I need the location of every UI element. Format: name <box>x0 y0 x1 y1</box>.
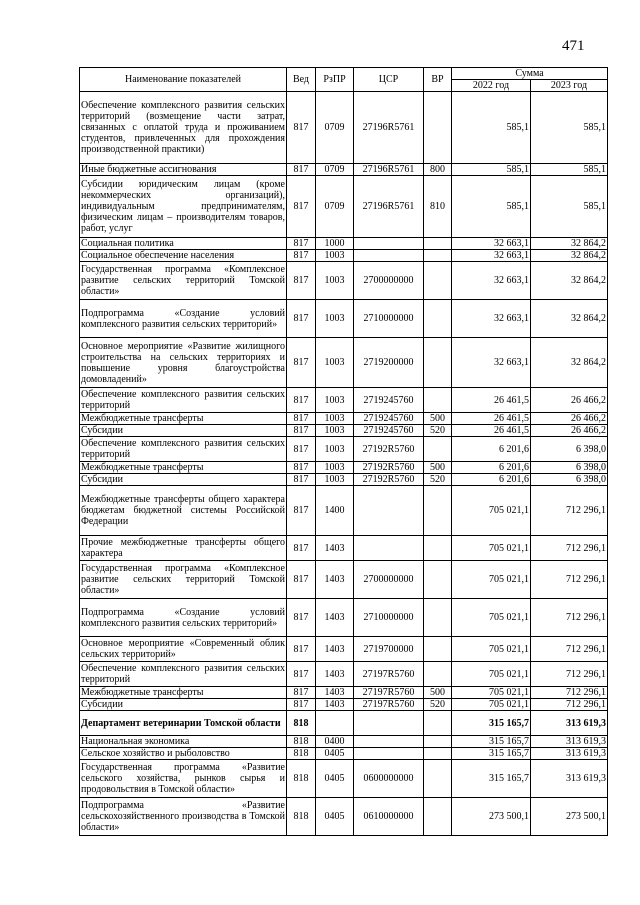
header-rzpr: РзПР <box>316 68 354 92</box>
header-csr: ЦСР <box>354 68 424 92</box>
table-row <box>80 462 608 474</box>
cell-vr <box>424 736 452 748</box>
cell-2022: 705 021,1 <box>452 699 531 711</box>
table-row <box>80 760 608 798</box>
cell-ved: 817 <box>287 388 316 413</box>
cell-vr <box>424 599 452 637</box>
cell-rzpr: 1000 <box>316 238 354 250</box>
cell-2022: 32 663,1 <box>452 238 531 250</box>
cell-vr <box>424 760 452 798</box>
cell-vr <box>424 637 452 662</box>
cell-2022: 26 461,5 <box>452 413 531 425</box>
cell-name: Иные бюджетные ассигнования <box>80 164 287 176</box>
table-row <box>80 748 608 760</box>
cell-ved: 817 <box>287 413 316 425</box>
cell-rzpr: 1403 <box>316 536 354 561</box>
cell-ved: 817 <box>287 92 316 164</box>
cell-name: Прочие межбюджетные трансферты общего характера <box>81 537 285 559</box>
cell-2022: 585,1 <box>452 92 531 164</box>
cell-csr <box>354 748 424 760</box>
table-row <box>80 474 608 486</box>
cell-vr: 520 <box>424 425 452 437</box>
cell-csr <box>354 711 424 736</box>
cell-2022: 705 021,1 <box>452 662 531 687</box>
cell-2023: 712 296,1 <box>531 637 608 662</box>
cell-2022: 6 201,6 <box>452 462 531 474</box>
cell-vr <box>424 748 452 760</box>
cell-ved: 818 <box>287 748 316 760</box>
cell-vr <box>424 238 452 250</box>
header-ved: Вед <box>287 68 316 92</box>
cell-2023: 712 296,1 <box>531 687 608 699</box>
cell-name: Государственная программа «Комплексное развитие сельских территорий Томской области» <box>80 262 287 300</box>
table-row <box>80 176 608 238</box>
cell-vr <box>424 437 452 462</box>
cell-csr <box>354 536 424 561</box>
cell-2023: 313 619,3 <box>531 711 608 736</box>
header-vr: ВР <box>424 68 452 92</box>
cell-2022: 705 021,1 <box>452 687 531 699</box>
cell-vr <box>424 262 452 300</box>
cell-ved: 817 <box>287 662 316 687</box>
table-row <box>80 164 608 176</box>
cell-2022: 315 165,7 <box>452 711 531 736</box>
header-name: Наименование показателей <box>80 68 287 92</box>
table-row <box>80 637 608 662</box>
cell-2023: 585,1 <box>531 176 608 238</box>
table-row <box>80 798 608 836</box>
header-2022: 2022 год <box>452 80 531 92</box>
cell-2023: 712 296,1 <box>531 486 608 536</box>
cell-2022: 32 663,1 <box>452 300 531 338</box>
cell-rzpr: 1003 <box>316 437 354 462</box>
cell-csr: 2719200000 <box>354 338 424 388</box>
cell-name: Основное мероприятие «Развитие жилищного строительства на сельских территориях и повышение уровня благоустройства домовладений» <box>80 338 287 388</box>
cell-2023: 712 296,1 <box>531 536 608 561</box>
cell-ved: 818 <box>287 711 316 736</box>
cell-vr: 520 <box>424 699 452 711</box>
cell-2023: 712 296,1 <box>531 662 608 687</box>
cell-vr: 800 <box>424 164 452 176</box>
cell-ved: 817 <box>287 425 316 437</box>
cell-csr: 0610000000 <box>354 798 424 836</box>
cell-rzpr: 1403 <box>316 637 354 662</box>
cell-ved: 817 <box>287 338 316 388</box>
cell-2023: 26 466,2 <box>531 413 608 425</box>
cell-name: Межбюджетные трансферты <box>80 687 287 699</box>
table-row <box>80 413 608 425</box>
cell-2023: 313 619,3 <box>531 748 608 760</box>
cell-name: Межбюджетные трансферты <box>80 462 287 474</box>
cell-vr <box>424 250 452 262</box>
cell-2022: 705 021,1 <box>452 486 531 536</box>
cell-2023: 273 500,1 <box>531 798 608 836</box>
cell-rzpr: 0405 <box>316 798 354 836</box>
cell-name: Межбюджетные трансферты <box>80 413 287 425</box>
cell-name: Сельское хозяйство и рыболовство <box>80 748 287 760</box>
cell-2023: 712 296,1 <box>531 599 608 637</box>
cell-2023: 313 619,3 <box>531 760 608 798</box>
cell-2023: 32 864,2 <box>531 262 608 300</box>
cell-vr <box>424 711 452 736</box>
table-row <box>80 736 608 748</box>
cell-2023: 313 619,3 <box>531 736 608 748</box>
cell-ved: 817 <box>287 699 316 711</box>
cell-csr: 27197R5760 <box>354 687 424 699</box>
cell-csr: 27197R5760 <box>354 662 424 687</box>
cell-2022: 705 021,1 <box>452 561 531 599</box>
cell-rzpr: 0405 <box>316 748 354 760</box>
cell-csr: 27196R5761 <box>354 92 424 164</box>
cell-rzpr: 0709 <box>316 92 354 164</box>
cell-2023: 6 398,0 <box>531 474 608 486</box>
cell-rzpr: 1003 <box>316 250 354 262</box>
cell-2023: 26 466,2 <box>531 388 608 413</box>
cell-2023: 585,1 <box>531 92 608 164</box>
cell-csr <box>354 238 424 250</box>
cell-2023: 32 864,2 <box>531 338 608 388</box>
cell-2022: 315 165,7 <box>452 760 531 798</box>
cell-name: Обеспечение комплексного развития сельских территорий <box>81 663 285 685</box>
cell-rzpr: 1003 <box>316 425 354 437</box>
cell-csr: 27192R5760 <box>354 437 424 462</box>
cell-ved: 817 <box>287 474 316 486</box>
cell-csr: 27192R5760 <box>354 462 424 474</box>
cell-vr: 520 <box>424 474 452 486</box>
cell-csr: 0600000000 <box>354 760 424 798</box>
cell-vr: 500 <box>424 687 452 699</box>
cell-rzpr: 1003 <box>316 413 354 425</box>
cell-ved: 817 <box>287 300 316 338</box>
cell-name: Субсидии <box>80 474 287 486</box>
cell-rzpr: 1003 <box>316 388 354 413</box>
cell-csr: 27196R5761 <box>354 164 424 176</box>
cell-name: Субсидии юридическим лицам (кроме некоммерческих организаций), индивидуальным предпринимателям, физическим лицам – производителям товаров, работ, услуг <box>80 176 287 238</box>
cell-rzpr: 1400 <box>316 486 354 536</box>
cell-name: Подпрограмма «Создание условий комплексного развития сельских территорий» <box>80 599 287 637</box>
cell-name: Государственная программа «Комплексное развитие сельских территорий Томской области» <box>80 561 287 599</box>
cell-rzpr: 1403 <box>316 699 354 711</box>
cell-rzpr: 1003 <box>316 338 354 388</box>
cell-2022: 705 021,1 <box>452 637 531 662</box>
cell-name: Обеспечение комплексного развития сельских территорий <box>81 389 285 411</box>
cell-name: Обеспечение комплексного развития сельских территорий (возмещение части затрат, связанных с оплатой труда и проживанием студентов, привлеченных для прохождения производственной практики) <box>80 92 287 164</box>
table-row <box>80 250 608 262</box>
cell-ved: 817 <box>287 262 316 300</box>
cell-2022: 32 663,1 <box>452 250 531 262</box>
cell-csr: 2719700000 <box>354 637 424 662</box>
cell-2023: 712 296,1 <box>531 699 608 711</box>
table-row <box>80 599 608 637</box>
cell-rzpr: 1003 <box>316 300 354 338</box>
cell-2022: 273 500,1 <box>452 798 531 836</box>
cell-rzpr: 0405 <box>316 760 354 798</box>
cell-2022: 26 461,5 <box>452 388 531 413</box>
cell-name: Социальная политика <box>80 238 287 250</box>
cell-csr: 2719245760 <box>354 413 424 425</box>
cell-rzpr: 1403 <box>316 687 354 699</box>
header-sum: Сумма <box>452 68 608 80</box>
cell-csr: 27192R5760 <box>354 474 424 486</box>
cell-name: Подпрограмма «Развитие сельскохозяйственного производства в Томской области» <box>80 798 287 836</box>
cell-2023: 32 864,2 <box>531 300 608 338</box>
cell-rzpr: 1003 <box>316 474 354 486</box>
table-row <box>80 536 608 561</box>
cell-name: Субсидии <box>80 425 287 437</box>
cell-rzpr: 1003 <box>316 462 354 474</box>
cell-name: Департамент ветеринарии Томской области <box>80 711 287 736</box>
cell-csr: 27197R5760 <box>354 699 424 711</box>
cell-ved: 817 <box>287 176 316 238</box>
cell-2023: 6 398,0 <box>531 437 608 462</box>
cell-2022: 705 021,1 <box>452 599 531 637</box>
cell-2022: 585,1 <box>452 164 531 176</box>
cell-name: Межбюджетные трансферты общего характера бюджетам бюджетной системы Российской Федерации <box>80 486 287 536</box>
cell-vr <box>424 798 452 836</box>
cell-name: Национальная экономика <box>80 736 287 748</box>
cell-2023: 585,1 <box>531 164 608 176</box>
cell-csr <box>354 736 424 748</box>
cell-name: Государственная программа «Развитие сельского хозяйства, рынков сырья и продовольствия в Томской области» <box>80 760 287 798</box>
table-row <box>80 92 608 164</box>
cell-vr <box>424 662 452 687</box>
table-row <box>80 425 608 437</box>
cell-name: Субсидии <box>80 699 287 711</box>
cell-ved: 818 <box>287 736 316 748</box>
cell-ved: 817 <box>287 250 316 262</box>
cell-2022: 6 201,6 <box>452 474 531 486</box>
cell-ved: 818 <box>287 760 316 798</box>
cell-ved: 817 <box>287 599 316 637</box>
cell-csr <box>354 486 424 536</box>
cell-vr <box>424 486 452 536</box>
cell-name: Социальное обеспечение населения <box>80 250 287 262</box>
table-row <box>80 388 608 413</box>
table-row <box>80 437 608 462</box>
cell-rzpr: 0709 <box>316 176 354 238</box>
cell-csr <box>354 250 424 262</box>
cell-ved: 818 <box>287 798 316 836</box>
cell-ved: 817 <box>287 536 316 561</box>
cell-name: Подпрограмма «Создание условий комплексного развития сельских территорий» <box>80 300 287 338</box>
cell-ved: 817 <box>287 637 316 662</box>
cell-rzpr: 1403 <box>316 561 354 599</box>
table-row <box>80 662 608 687</box>
cell-rzpr: 1403 <box>316 662 354 687</box>
cell-vr: 810 <box>424 176 452 238</box>
cell-2023: 6 398,0 <box>531 462 608 474</box>
cell-rzpr <box>316 711 354 736</box>
cell-csr: 2710000000 <box>354 599 424 637</box>
cell-2023: 32 864,2 <box>531 250 608 262</box>
cell-2022: 315 165,7 <box>452 748 531 760</box>
table-row <box>80 561 608 599</box>
header-2023: 2023 год <box>531 80 608 92</box>
cell-2023: 32 864,2 <box>531 238 608 250</box>
budget-table <box>79 67 608 836</box>
cell-2022: 26 461,5 <box>452 425 531 437</box>
cell-rzpr: 1003 <box>316 262 354 300</box>
cell-name: Основное мероприятие «Современный облик сельских территорий» <box>81 638 285 660</box>
cell-2022: 32 663,1 <box>452 262 531 300</box>
cell-2022: 705 021,1 <box>452 536 531 561</box>
cell-rzpr: 0709 <box>316 164 354 176</box>
cell-vr <box>424 536 452 561</box>
cell-csr: 2700000000 <box>354 262 424 300</box>
cell-csr: 2710000000 <box>354 300 424 338</box>
cell-ved: 817 <box>287 437 316 462</box>
cell-vr: 500 <box>424 413 452 425</box>
cell-vr <box>424 300 452 338</box>
cell-ved: 817 <box>287 561 316 599</box>
table-body <box>80 92 608 836</box>
cell-csr: 2700000000 <box>354 561 424 599</box>
table-row <box>80 699 608 711</box>
cell-ved: 817 <box>287 687 316 699</box>
cell-rzpr: 1403 <box>316 599 354 637</box>
cell-ved: 817 <box>287 462 316 474</box>
table-row <box>80 238 608 250</box>
cell-2022: 6 201,6 <box>452 437 531 462</box>
table-row <box>80 486 608 536</box>
cell-ved: 817 <box>287 486 316 536</box>
cell-vr <box>424 92 452 164</box>
cell-2022: 315 165,7 <box>452 736 531 748</box>
table-row <box>80 262 608 300</box>
table-row <box>80 711 608 736</box>
table-row <box>80 338 608 388</box>
cell-rzpr: 0400 <box>316 736 354 748</box>
cell-csr: 2719245760 <box>354 425 424 437</box>
cell-vr <box>424 561 452 599</box>
cell-vr <box>424 388 452 413</box>
cell-2023: 26 466,2 <box>531 425 608 437</box>
cell-csr: 27196R5761 <box>354 176 424 238</box>
cell-vr <box>424 338 452 388</box>
cell-2022: 32 663,1 <box>452 338 531 388</box>
page-number: 471 <box>562 38 585 54</box>
cell-2023: 712 296,1 <box>531 561 608 599</box>
cell-ved: 817 <box>287 164 316 176</box>
cell-ved: 817 <box>287 238 316 250</box>
cell-csr: 2719245760 <box>354 388 424 413</box>
cell-2022: 585,1 <box>452 176 531 238</box>
table-row <box>80 300 608 338</box>
cell-name: Обеспечение комплексного развития сельских территорий <box>81 438 285 460</box>
table-row <box>80 687 608 699</box>
cell-vr: 500 <box>424 462 452 474</box>
